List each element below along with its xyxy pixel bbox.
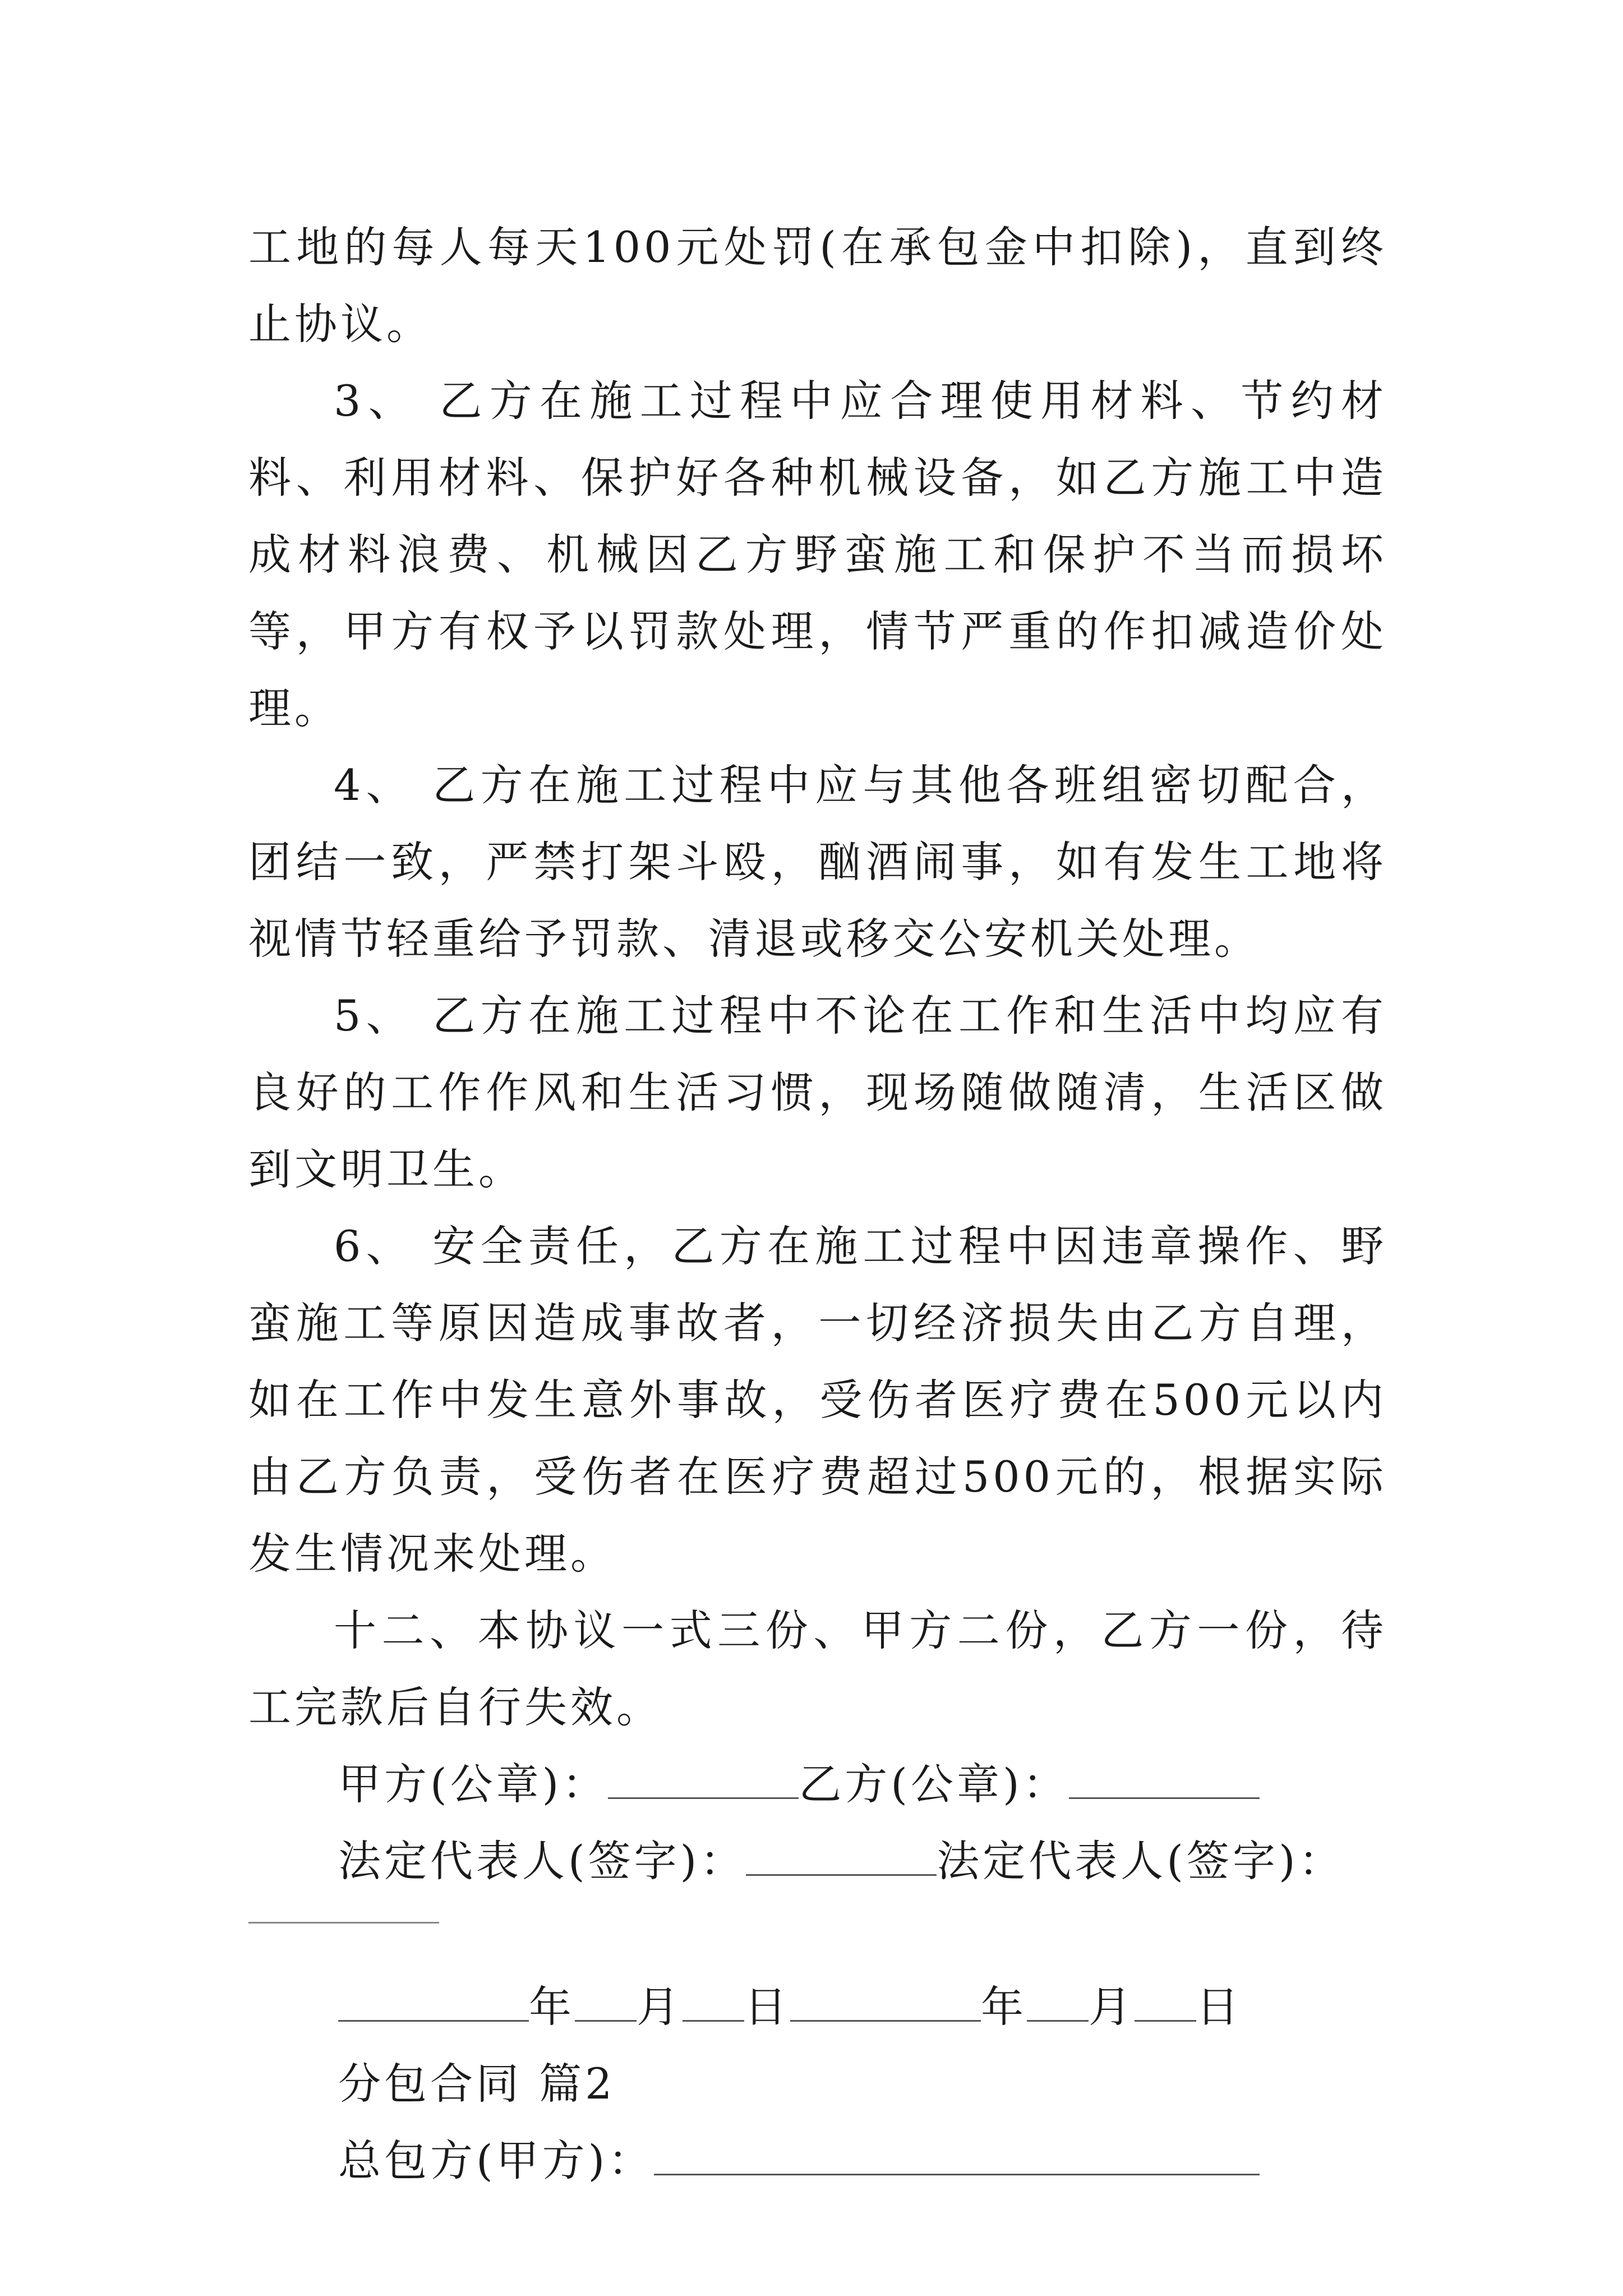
legal-rep-b-blank [248,1922,439,1924]
date-b-month-label: 月 [1089,1982,1135,2032]
general-contractor-blank [654,2140,1260,2175]
date-b-month-blank [1027,1986,1089,2022]
document-body [248,209,1387,2199]
date-b-year-label: 年 [981,1982,1027,2032]
date-a-month-blank [575,1986,637,2022]
date-a-month-label: 月 [637,1982,683,2032]
legal-rep-a-label: 法定代表人(签字)： [338,1836,746,1886]
party-a-seal-label: 甲方(公章)： [338,1759,608,1809]
seal-line [248,1746,1387,1823]
paragraph-item-5: 5、 乙方在施工过程中不论在工作和生活中均应有良好的工作作风和生活习惯，现场随做随清，生活区做到文明卫生。 [248,991,1387,1194]
paragraph-penalty-continuation: 工地的每人每天100元处罚(在承包金中扣除)，直到终止协议。 [248,222,1387,349]
paragraph-item-6: 6、 安全责任，乙方在施工过程中因违章操作、野蛮施工等原因造成事故者，一切经济损失由乙方自理，如在工作中发生意外事故，受伤者医疗费在500元以内由乙方负责，受伤者在医疗费超过500元的，根据实际发生情况来处理。 [248,1221,1387,1579]
general-contractor-line [248,2122,1387,2199]
legal-rep-a-blank [746,1841,937,1876]
date-a-year-blank [338,1986,529,2022]
section-2-heading: 分包合同 篇2 [338,2059,616,2109]
paragraph-clause-12: 十二、本协议一式三份、甲方二份，乙方一份，待工完款后自行失效。 [248,1605,1387,1732]
party-b-seal-blank [1069,1764,1260,1799]
paragraph-item-3: 3、 乙方在施工过程中应合理使用材料、节约材料、利用材料、保护好各种机械设备，如乙方施工中造成材料浪费、机械因乙方野蛮施工和保护不当而损坏等，甲方有权予以罚款处理，情节严重的作扣减造价处理。 [248,376,1387,733]
date-b-year-blank [790,1986,981,2022]
date-b-day-label: 日 [1196,1982,1242,2032]
date-a-year-label: 年 [529,1982,575,2032]
legal-rep-line [248,1823,1387,1899]
party-a-seal-blank [608,1764,799,1799]
date-a-day-blank [683,1986,744,2022]
date-a-day-label: 日 [744,1982,790,2032]
party-b-seal-label: 乙方(公章)： [799,1759,1069,1809]
paragraph-item-4: 4、 乙方在施工过程中应与其他各班组密切配合，团结一致，严禁打架斗殴，酗酒闹事，如有发生工地将视情节轻重给予罚款、清退或移交公安机关处理。 [248,760,1387,964]
legal-rep-b-label: 法定代表人(签字)： [937,1836,1345,1886]
date-b-day-blank [1135,1986,1196,2022]
date-line [248,1968,1387,2045]
general-contractor-label: 总包方(甲方)： [338,2136,654,2185]
